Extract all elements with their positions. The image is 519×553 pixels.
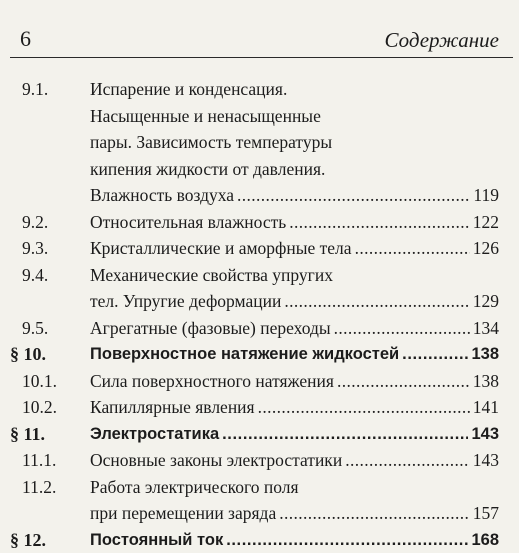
toc-entry-body bbox=[90, 235, 499, 262]
dot-leader bbox=[279, 500, 470, 527]
toc-entry-leader-line bbox=[90, 394, 499, 421]
toc-subsection-entry bbox=[10, 368, 499, 395]
toc-page-reference: 141 bbox=[473, 394, 499, 421]
toc-entry-body bbox=[90, 262, 499, 315]
toc-subsection-entry bbox=[10, 315, 499, 342]
dot-leader bbox=[345, 447, 470, 474]
toc-entry-number: 11.2. bbox=[10, 474, 90, 527]
toc-entry-number: 10.2. bbox=[10, 394, 90, 421]
toc-entry-title-line: кипения жидкости от давления. bbox=[90, 156, 499, 183]
toc-entry-title: Электростатика bbox=[90, 421, 219, 448]
toc-entry-leader-line bbox=[90, 235, 499, 262]
toc-entry-leader-line bbox=[90, 500, 499, 527]
toc-entry-body bbox=[90, 394, 499, 421]
toc-entry-leader-line bbox=[90, 288, 499, 315]
toc-entry-title: тел. Упругие деформации bbox=[90, 288, 281, 315]
dot-leader bbox=[222, 421, 468, 448]
toc-entry-number: § 11. bbox=[10, 421, 90, 448]
header-rule bbox=[10, 57, 513, 58]
toc-entry-number: 10.1. bbox=[10, 368, 90, 395]
toc-entry-body bbox=[90, 209, 499, 236]
toc-section-entry bbox=[10, 421, 499, 448]
toc-page-reference: 122 bbox=[473, 209, 499, 236]
toc-entry-title: Основные законы электростатики bbox=[90, 447, 342, 474]
toc-entry-title-line: Насыщенные и ненасыщенные bbox=[90, 103, 499, 130]
toc-entry-title: Кристаллические и аморфные тела bbox=[90, 235, 352, 262]
dot-leader bbox=[226, 527, 468, 553]
toc-entry-title: Агрегатные (фазовые) переходы bbox=[90, 315, 331, 342]
toc-entry-title: Капиллярные явления bbox=[90, 394, 255, 421]
toc-entry-body bbox=[90, 474, 499, 527]
toc-entry-number: 9.2. bbox=[10, 209, 90, 236]
toc-entry-body bbox=[90, 341, 499, 368]
toc-subsection-entry bbox=[10, 447, 499, 474]
toc-subsection-entry bbox=[10, 262, 499, 315]
dot-leader bbox=[289, 209, 470, 236]
toc-entry-number: 9.4. bbox=[10, 262, 90, 315]
toc-entry-leader-line bbox=[90, 315, 499, 342]
dot-leader bbox=[284, 288, 469, 315]
toc-entry-title-line: Механические свойства упругих bbox=[90, 262, 499, 289]
toc-entry-title: Влажность воздуха bbox=[90, 182, 234, 209]
toc-subsection-entry bbox=[10, 474, 499, 527]
toc-entry-number: § 12. bbox=[10, 527, 90, 553]
toc-page-reference: 143 bbox=[473, 447, 499, 474]
toc-page-reference: 126 bbox=[473, 235, 499, 262]
toc-entry-number: § 10. bbox=[10, 341, 90, 368]
dot-leader bbox=[258, 394, 470, 421]
toc-entry-title: Поверхностное натяжение жидкостей bbox=[90, 341, 399, 368]
table-of-contents bbox=[10, 76, 499, 553]
toc-entry-title: Постоянный ток bbox=[90, 527, 223, 553]
toc-page-reference: 157 bbox=[473, 500, 499, 527]
toc-entry-number: 9.1. bbox=[10, 76, 90, 209]
dot-leader bbox=[334, 315, 470, 342]
toc-section-entry bbox=[10, 527, 499, 553]
toc-entry-body bbox=[90, 527, 499, 553]
section-title: Содержание bbox=[384, 30, 499, 51]
toc-subsection-entry bbox=[10, 394, 499, 421]
dot-leader bbox=[237, 182, 470, 209]
toc-entry-body bbox=[90, 368, 499, 395]
toc-entry-number: 11.1. bbox=[10, 447, 90, 474]
toc-entry-title: при перемещении заряда bbox=[90, 500, 276, 527]
toc-entry-number: 9.3. bbox=[10, 235, 90, 262]
dot-leader bbox=[355, 235, 470, 262]
toc-entry-number: 9.5. bbox=[10, 315, 90, 342]
toc-page-reference: 119 bbox=[473, 182, 499, 209]
toc-entry-title: Относительная влажность bbox=[90, 209, 286, 236]
toc-page-reference: 143 bbox=[471, 421, 499, 448]
toc-subsection-entry bbox=[10, 209, 499, 236]
toc-entry-title-line: Работа электрического поля bbox=[90, 474, 499, 501]
dot-leader bbox=[402, 341, 468, 368]
toc-entry-body bbox=[90, 315, 499, 342]
toc-entry-body bbox=[90, 421, 499, 448]
toc-subsection-entry bbox=[10, 235, 499, 262]
toc-page-reference: 168 bbox=[471, 527, 499, 553]
toc-page-reference: 138 bbox=[473, 368, 499, 395]
toc-page-reference: 138 bbox=[471, 341, 499, 368]
toc-entry-leader-line bbox=[90, 527, 499, 553]
toc-entry-leader-line bbox=[90, 447, 499, 474]
toc-page-reference: 134 bbox=[473, 315, 499, 342]
toc-entry-leader-line bbox=[90, 341, 499, 368]
toc-entry-leader-line bbox=[90, 421, 499, 448]
toc-entry-body bbox=[90, 76, 499, 209]
toc-entry-leader-line bbox=[90, 182, 499, 209]
toc-entry-title: Сила поверхностного натяжения bbox=[90, 368, 334, 395]
page-number: 6 bbox=[20, 28, 31, 50]
toc-entry-title-line: пары. Зависимость температуры bbox=[90, 129, 499, 156]
toc-section-entry bbox=[10, 341, 499, 368]
toc-subsection-entry bbox=[10, 76, 499, 209]
dot-leader bbox=[337, 368, 470, 395]
toc-entry-title-line: Испарение и конденсация. bbox=[90, 76, 499, 103]
toc-entry-leader-line bbox=[90, 209, 499, 236]
toc-entry-leader-line bbox=[90, 368, 499, 395]
toc-page-reference: 129 bbox=[473, 288, 499, 315]
toc-entry-body bbox=[90, 447, 499, 474]
page-header bbox=[10, 0, 505, 50]
